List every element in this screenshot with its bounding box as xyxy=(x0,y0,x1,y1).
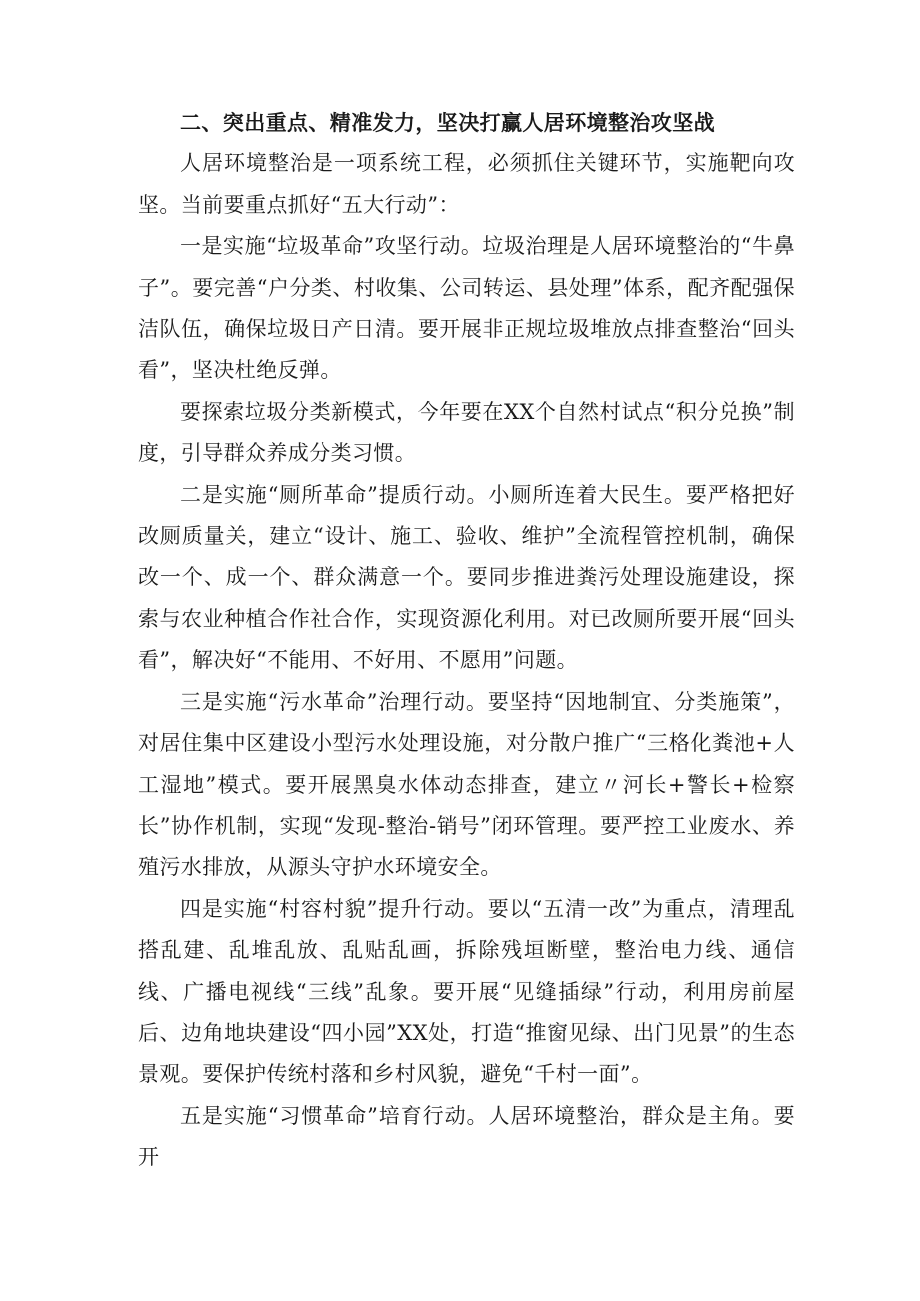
paragraph-intro: 人居环境整治是一项系统工程，必须抓住关键环节，实施靶向攻坚。当前要重点抓好“五大行动”： xyxy=(138,151,795,217)
paragraph-garbage-sorting: 要探索垃圾分类新模式，今年要在XX个自然村试点“积分兑换”制度，引导群众养成分类习惯。 xyxy=(138,399,795,466)
paragraph-sewage-revolution: 三是实施“污水革命”治理行动。要坚持“因地制宜、分类施策”，对居住集中区建设小型污水处理设施，对分散户推广“三格化粪池+人工湿地”模式。要开展黑臭水体动态排查，建立〃河长+警长+检察长”协作机制，实现“发现-整治-销号”闭环管理。要严控工业废水、养殖污水排放，从源头守护水环境安全。 xyxy=(138,689,795,880)
paragraph-habit-revolution: 五是实施“习惯革命”培育行动。人居环境整治，群众是主角。要开 xyxy=(138,1103,795,1170)
paragraph-toilet-revolution: 二是实施“厕所革命”提质行动。小厕所连着大民生。要严格把好改厕质量关，建立“设计、施工、验收、维护”全流程管控机制，确保改一个、成一个、群众满意一个。要同步推进粪污处理设施建设，探索与农业种植合作社合作，实现资源化利用。对已改厕所要开展“回头看”，解决好“不能用、不好用、不愿用”问题。 xyxy=(138,482,795,673)
paragraph-village-appearance: 四是实施“村容村貌”提升行动。要以“五清一改”为重点，清理乱搭乱建、乱堆乱放、乱贴乱画，拆除残垣断壁，整治电力线、通信线、广播电视线“三线”乱象。要开展“见缝插绿”行动，利用房前屋后、边角地块建设“四小园”XX处，打造“推窗见绿、出门见景”的生态景观。要保护传统村落和乡村风貌，避免“千村一面”。 xyxy=(138,896,795,1087)
section-heading: 二、突出重点、精准发力，坚决打赢人居环境整治攻坚战 xyxy=(180,110,715,135)
paragraph-garbage-revolution: 一是实施“垃圾革命”攻坚行动。垃圾治理是人居环境整治的“牛鼻子”。要完善“户分类、村收集、公司转运、县处理”体系，配齐配强保洁队伍，确保垃圾日产日清。要开展非正规垃圾堆放点排查整治“回头看”，坚决杜绝反弹。 xyxy=(138,234,795,383)
document-body xyxy=(138,102,795,1179)
